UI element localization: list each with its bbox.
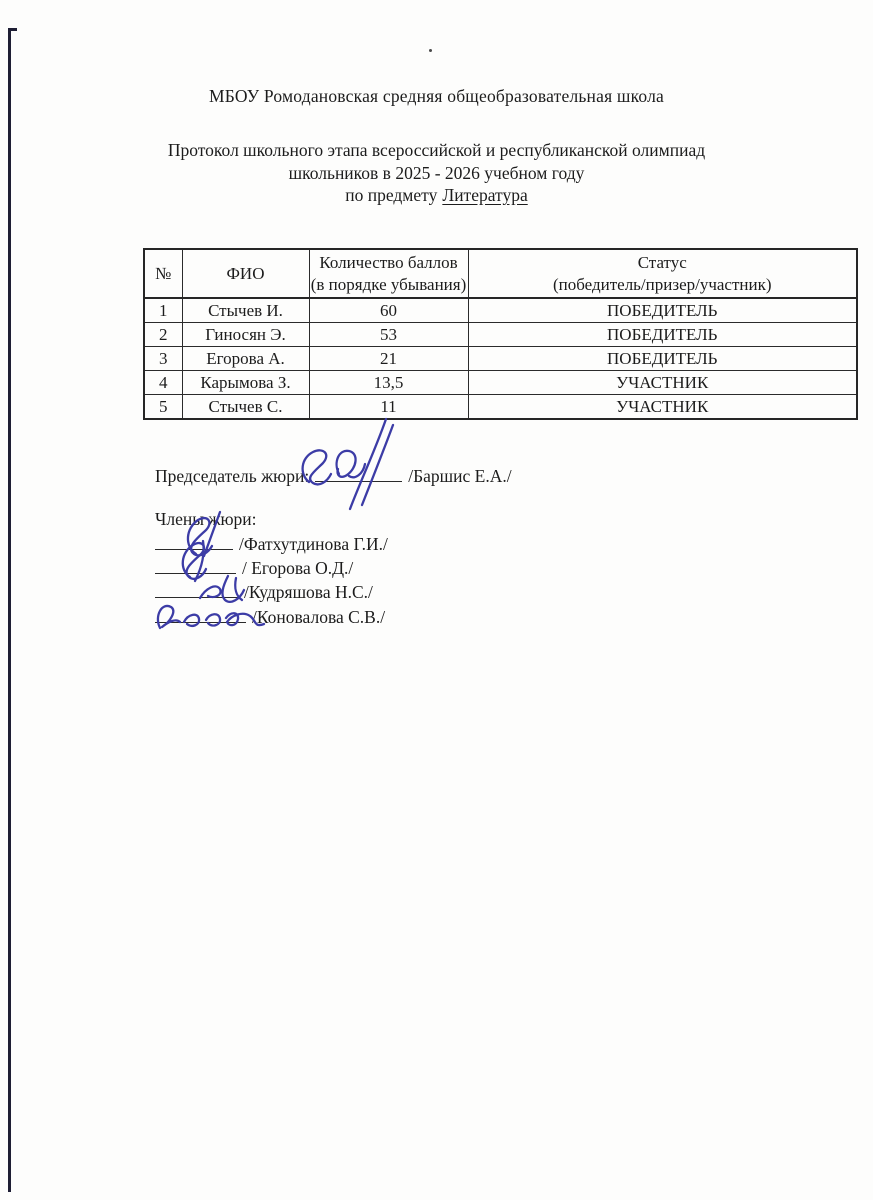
member-signature-row — [155, 534, 388, 555]
cell-score: 60 — [309, 298, 468, 323]
col-header-status-line1: Статус — [637, 253, 687, 272]
protocol-line-2: школьников в 2025 - 2026 учебном году — [288, 162, 585, 183]
col-header-name: ФИО — [182, 249, 309, 298]
table-row — [144, 371, 857, 395]
member-signature-blank — [155, 535, 233, 550]
col-header-status — [468, 249, 857, 298]
member-name: /Кудряшова Н.С./ — [244, 582, 373, 602]
col-header-status-line2: (победитель/призер/участник) — [552, 274, 772, 294]
protocol-subject-line — [0, 184, 873, 207]
results-table — [143, 248, 858, 420]
cell-name: Гиносян Э. — [182, 323, 309, 347]
table-row — [144, 395, 857, 420]
cell-number: 2 — [144, 323, 182, 347]
protocol-line-1: Протокол школьного этапа всероссийской и республиканской олимпиад — [167, 140, 706, 160]
cell-number: 4 — [144, 371, 182, 395]
cell-name: Стычев И. — [182, 298, 309, 323]
cell-score: 11 — [309, 395, 468, 420]
cell-number: 3 — [144, 347, 182, 371]
chairman-handwritten-signature — [287, 416, 405, 512]
member-signature-blank — [155, 559, 236, 574]
member-signature-row — [155, 582, 373, 603]
cell-score: 21 — [309, 347, 468, 371]
cell-name: Карымова З. — [182, 371, 309, 395]
chairman-name: /Баршис Е.А./ — [408, 466, 512, 486]
scan-speck — [429, 49, 432, 52]
cell-score: 53 — [309, 323, 468, 347]
chairman-signature-row — [155, 466, 512, 487]
school-title: МБОУ Ромодановская средняя общеобразовательная школа — [208, 86, 665, 106]
protocol-heading — [0, 139, 873, 207]
col-header-score-line1: Количество баллов — [319, 253, 458, 272]
cell-number: 1 — [144, 298, 182, 323]
table-row — [144, 347, 857, 371]
chairman-signature-blank — [315, 467, 402, 482]
col-header-number: № — [144, 249, 182, 298]
member-name: /Коновалова С.В./ — [252, 607, 386, 627]
member-signature-blank — [155, 608, 246, 623]
cell-number: 5 — [144, 395, 182, 420]
subject-prefix: по предмету — [345, 185, 438, 205]
cell-status: ПОБЕДИТЕЛЬ — [468, 323, 857, 347]
members-label: Члены жюри: — [155, 509, 257, 529]
member-signature-row — [155, 558, 353, 579]
cell-status: ПОБЕДИТЕЛЬ — [468, 298, 857, 323]
member-name: /Фатхутдинова Г.И./ — [239, 534, 388, 554]
table-row — [144, 298, 857, 323]
cell-status: УЧАСТНИК — [468, 395, 857, 420]
table-row — [144, 323, 857, 347]
cell-status: УЧАСТНИК — [468, 371, 857, 395]
member-name: / Егорова О.Д./ — [242, 558, 354, 578]
cell-status: ПОБЕДИТЕЛЬ — [468, 347, 857, 371]
member-signature-blank — [155, 583, 238, 598]
cell-name: Стычев С. — [182, 395, 309, 420]
chairman-label: Председатель жюри: — [155, 466, 310, 486]
col-header-score-line2: (в порядке убывания) — [310, 274, 467, 294]
col-header-score — [309, 249, 468, 298]
subject-name: Литература — [442, 185, 528, 205]
scan-edge-artifact-hook — [8, 28, 17, 31]
member-signature-row — [155, 607, 385, 628]
table-header-row — [144, 249, 857, 298]
cell-score: 13,5 — [309, 371, 468, 395]
cell-name: Егорова А. — [182, 347, 309, 371]
